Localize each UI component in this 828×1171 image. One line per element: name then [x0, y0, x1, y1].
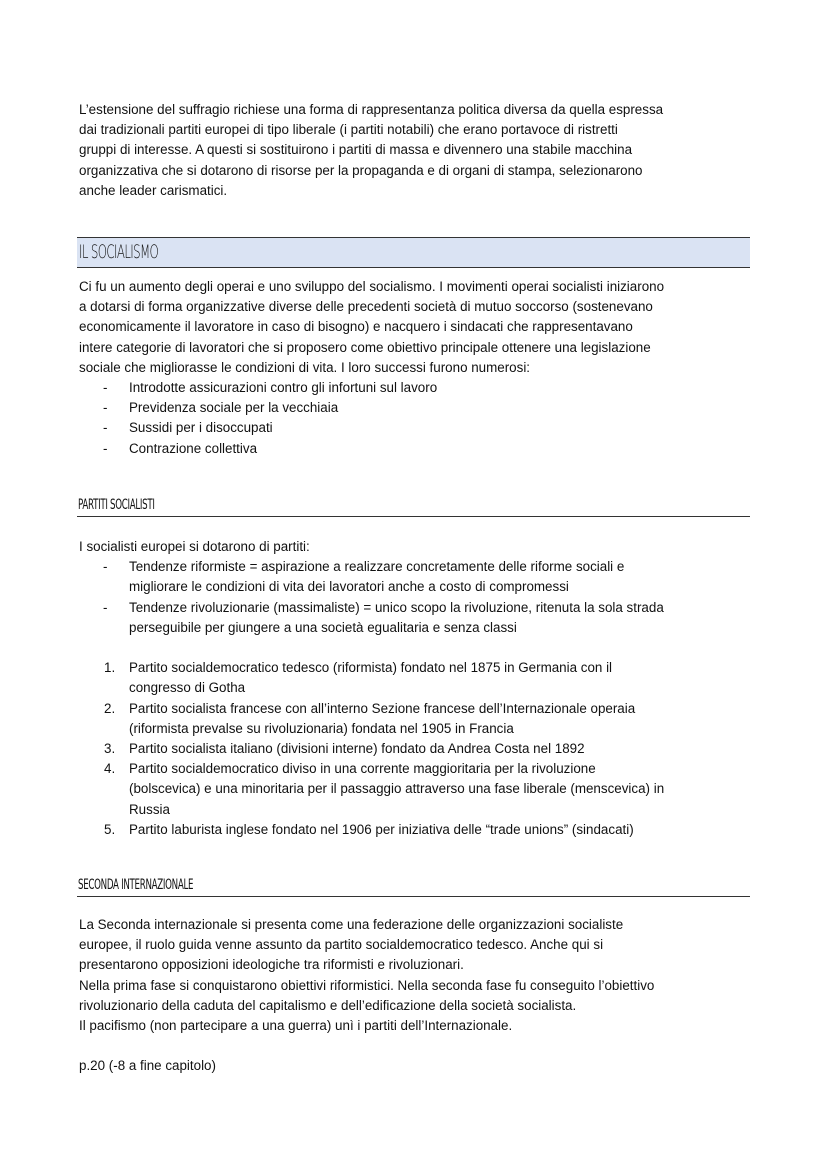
text-line: presentarono opposizioni ideologiche tra riformisti e rivoluzionari. [79, 957, 464, 973]
text-line: a dotarsi di forma organizzative diverse delle precedenti società di mutuo soccorso (sostenevano [79, 299, 653, 315]
text-line: I socialisti europei si dotarono di partiti: [79, 539, 310, 554]
text-line: L’estensione del suffragio richiese una forma di rappresentanza politica diversa da quella espressa [79, 102, 664, 117]
text-line: organizzativa che si dotarono di risorse per la propaganda e di organi di stampa, selezionarono [79, 162, 643, 178]
page-reference-note: p.20 (-8 a fine capitolo) [79, 1058, 216, 1074]
text-line: rivoluzionario della caduta del capitalismo e dell’edificazione della società socialista. [79, 997, 577, 1013]
section-heading-seconda-internazionale [77, 874, 750, 897]
list-item: - Sussidi per i disoccupati [103, 420, 273, 436]
numbered-item: 2. Partito socialista francese con all’interno Sezione francese dell’Internazionale operaia (riformista prevalse su rivoluzionaria) fondata nel 1905 in Francia [104, 700, 636, 736]
numbered-item: 3. Partito socialista italiano (divisioni interne) fondato da Andrea Costa nel 1892 [104, 741, 585, 757]
heading-text: IL SOCIALISMO [79, 241, 159, 263]
list-item: - Contrazione collettiva [103, 440, 258, 456]
seconda-paragraph [79, 915, 654, 1077]
intro-paragraph [79, 100, 663, 201]
list-item: - Tendenze rivoluzionarie (massimaliste) = unico scopo la rivoluzione, ritenuta la sola strada perseguibile per giungere a una società egualitaria e senza classi [103, 599, 664, 635]
numbered-item: 4. Partito socialdemocratico diviso in una corrente maggioritaria per la rivoluzione (bolscevica) e una minoritaria per il passaggio attraverso una fase liberale (menscevica) in Russia [104, 761, 665, 817]
list-item: - Previdenza sociale per la vecchiaia [103, 400, 339, 416]
heading-text: PARTITI SOCIALISTI [78, 497, 155, 513]
text-line: europee, il ruolo guida venne assunto da partito socialdemocratico tedesco. Anche qui si [79, 937, 604, 953]
partiti-content [79, 537, 664, 840]
text-line: economicamente il lavoratore in caso di bisogno) e nacquero i sindacati che rappresentavano [79, 319, 633, 335]
socialismo-paragraph [79, 277, 664, 459]
text-line: intere categorie di lavoratori che si proposero come obiettivo principale ottenere una legislazione [79, 339, 651, 355]
numbered-item: 1. Partito socialdemocratico tedesco (riformista) fondato nel 1875 in Germania con il congresso di Gotha [104, 660, 613, 696]
text-line: Ci fu un aumento degli operai e uno sviluppo del socialismo. I movimenti operai socialisti iniziarono [79, 279, 665, 294]
text-line: La Seconda internazionale si presenta come una federazione delle organizzazioni socialiste [79, 917, 624, 932]
text-line: Il pacifismo (non partecipare a una guerra) unì i partiti dell’Internazionale. [79, 1018, 513, 1034]
list-item: - Tendenze riformiste = aspirazione a realizzare concretamente delle riforme sociali e migliorare le condizioni di vita dei lavoratori anche a costo di compromessi [103, 559, 625, 595]
list-item: - Introdotte assicurazioni contro gli infortuni sul lavoro [103, 380, 438, 396]
numbered-item: 5. Partito laburista inglese fondato nel 1906 per iniziativa delle “trade unions” (sindacati) [104, 821, 634, 837]
text-line: sociale che migliorasse le condizioni di vita. I loro successi furono numerosi: [79, 359, 531, 375]
text-line: dai tradizionali partiti europei di tipo liberale (i partiti notabili) che erano portavoce di ristretti [79, 122, 618, 138]
text-line: Nella prima fase si conquistarono obiettivi riformistici. Nella seconda fase fu conseguito l’obiettivo [79, 977, 655, 993]
heading-text: SECONDA INTERNAZIONALE [78, 877, 194, 893]
section-heading-partiti [77, 494, 750, 517]
text-line: anche leader carismatici. [79, 182, 228, 198]
section-heading-socialismo [77, 237, 750, 268]
text-line: gruppi di interesse. A questi si sostituirono i partiti di massa e divennero una stabile macchina [79, 142, 633, 158]
